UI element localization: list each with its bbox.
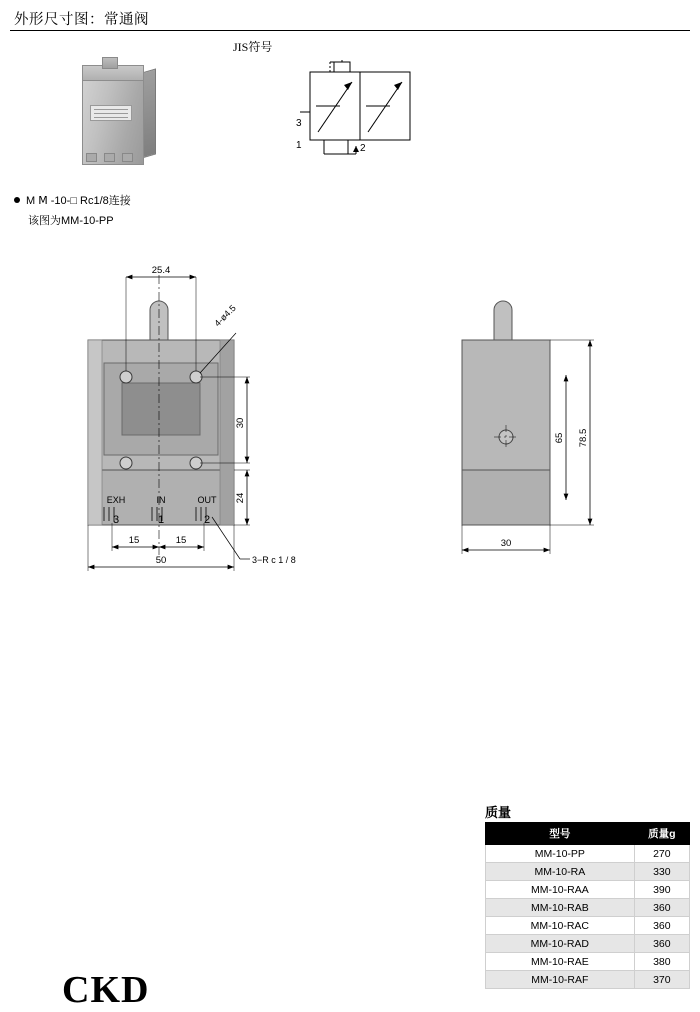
svg-text:30: 30 [500,538,512,549]
cell-model: MM-10-RAF [486,971,635,989]
cell-mass: 360 [634,917,689,935]
table-row [486,917,690,935]
cell-mass: 390 [634,881,689,899]
cell-mass: 270 [634,845,689,863]
table-row [486,845,690,863]
cell-model: MM-10-RAD [486,935,635,953]
cell-model: MM-10-RA [486,863,635,881]
photo-port-1 [86,153,97,162]
jis-port-3-label: 3 [296,118,302,129]
photo-port-3 [122,153,133,162]
column-header-mass: 质量g [634,823,689,845]
svg-text:25.4: 25.4 [151,265,171,276]
svg-text:1: 1 [157,514,165,526]
cell-mass: 330 [634,863,689,881]
svg-text:EXH: EXH [106,495,126,505]
table-row [486,863,690,881]
table-row [486,881,690,899]
svg-text:24: 24 [235,492,246,504]
jis-symbol-label: JIS符号 [233,40,273,54]
svg-text:OUT: OUT [197,495,217,505]
cell-model: MM-10-RAE [486,953,635,971]
model-note [14,192,131,208]
product-photo [72,57,158,167]
jis-port-2-label: 2 [360,143,366,154]
svg-text:50: 50 [155,555,167,566]
svg-text:2: 2 [203,514,211,526]
photo-port-2 [104,153,115,162]
svg-text:4-ø4.5: 4-ø4.5 [212,302,238,329]
cell-mass: 380 [634,953,689,971]
svg-text:78.5: 78.5 [578,428,589,448]
svg-text:15: 15 [175,535,187,546]
table-header-row [486,823,690,845]
table-row [486,971,690,989]
cell-model: MM-10-RAA [486,881,635,899]
cell-mass: 370 [634,971,689,989]
brand-logo: CKD [62,969,150,1011]
table-row [486,935,690,953]
photo-stem [102,57,118,69]
dimension-drawings [0,255,700,615]
svg-text:30: 30 [235,417,246,429]
jis-port-1-label: 1 [296,140,302,151]
photo-nameplate [90,105,132,121]
svg-text:3: 3 [112,514,120,526]
page-title: 外形尺寸图：常通阀 [14,12,149,28]
svg-text:65: 65 [554,432,565,444]
table-row [486,953,690,971]
cell-model: MM-10-PP [486,845,635,863]
column-header-model: 型号 [486,823,635,845]
svg-text:3−R c 1 / 8: 3−R c 1 / 8 [252,555,296,565]
cell-mass: 360 [634,899,689,917]
figure-note: 该图为MM-10-PP [28,215,114,227]
header-divider [10,30,690,31]
mass-table-title: 质量 [485,805,512,820]
cell-mass: 360 [634,935,689,953]
svg-text:15: 15 [128,535,140,546]
model-note-text: M Ⅿ -10-□ Rc1/8连接 [26,195,131,207]
jis-schematic [300,60,430,180]
mass-table [485,822,690,989]
bullet-dot-icon [14,197,20,203]
cell-model: MM-10-RAB [486,899,635,917]
table-row [486,899,690,917]
svg-text:IN: IN [156,495,166,505]
cell-model: MM-10-RAC [486,917,635,935]
